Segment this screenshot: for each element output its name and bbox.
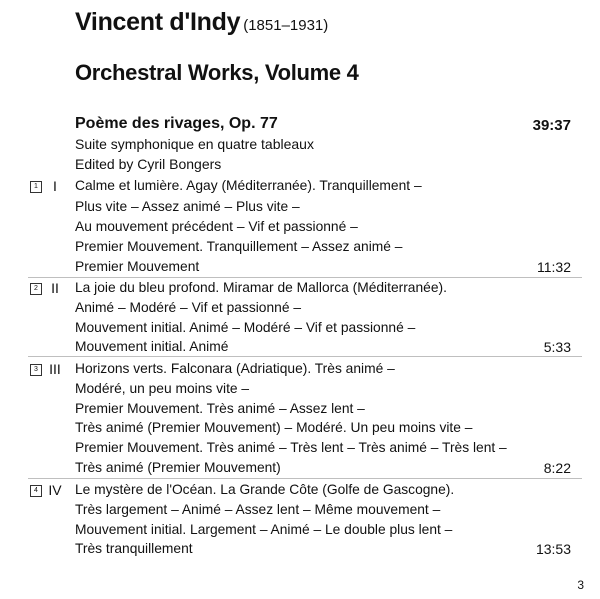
track-text-line: Mouvement initial. Animé (75, 339, 229, 354)
track-text-line: Calme et lumière. Agay (Méditerranée). Tranquillement – (75, 178, 422, 193)
work-title: Poème des rivages, Op. 77 (75, 115, 278, 132)
track-number-box: 2 (30, 283, 42, 295)
track-number-box: 3 (30, 364, 42, 376)
track-text-line: Au mouvement précédent – Vif et passionné – (75, 219, 358, 234)
track-number-box: 1 (30, 181, 42, 193)
track-number-box: 4 (30, 485, 42, 497)
track-divider (28, 356, 582, 357)
track-text-line: Plus vite – Assez animé – Plus vite – (75, 199, 300, 214)
composer-name: Vincent d'Indy (75, 8, 241, 36)
track-duration: 5:33 (543, 339, 571, 355)
track-duration: 13:53 (535, 541, 571, 557)
movement-numeral: II (51, 280, 59, 296)
composer-heading (75, 8, 328, 37)
composer-dates: (1851–1931) (243, 17, 329, 34)
track-text-line: Très largement – Animé – Assez lent – Même mouvement – (75, 502, 441, 517)
track-text-line: Premier Mouvement. Tranquillement – Assez animé – (75, 239, 403, 254)
track-text-line: Mouvement initial. Largement – Animé – Le double plus lent – (75, 522, 453, 537)
track-text-line: Le mystère de l'Océan. La Grande Côte (Golfe de Gascogne). (75, 482, 455, 497)
work-subtitle: Suite symphonique en quatre tableaux (75, 136, 314, 152)
work-duration: 39:37 (532, 117, 571, 134)
work-editor: Edited by Cyril Bongers (75, 156, 222, 172)
track-text-line: Premier Mouvement. Très animé – Assez lent – (75, 401, 365, 416)
track-divider (28, 277, 582, 278)
track-text-line: Très animé (Premier Mouvement) (75, 460, 281, 475)
track-text-line: Mouvement initial. Animé – Modéré – Vif et passionné – (75, 320, 416, 335)
track-text-line: Très animé (Premier Mouvement) – Modéré. Un peu moins vite – (75, 420, 473, 435)
track-duration: 11:32 (537, 259, 571, 275)
page-number: 3 (577, 578, 584, 592)
movement-numeral: IV (48, 482, 62, 498)
movement-numeral: I (53, 178, 57, 194)
track-text-line: Très tranquillement (75, 541, 193, 556)
track-duration: 8:22 (543, 460, 571, 476)
track-text-line: Horizons verts. Falconara (Adriatique). Très animé – (75, 361, 395, 376)
movement-numeral: III (49, 361, 61, 377)
track-text-line: Premier Mouvement. Très animé – Très lent – Très animé – Très lent – (75, 440, 507, 455)
track-text-line: Modéré, un peu moins vite – (75, 381, 250, 396)
track-text-line: Premier Mouvement (75, 259, 200, 274)
track-text-line: Animé – Modéré – Vif et passionné – (75, 300, 301, 315)
album-title: Orchestral Works, Volume 4 (75, 60, 359, 85)
track-text-line: La joie du bleu profond. Miramar de Mallorca (Méditerranée). (75, 280, 447, 295)
track-divider (28, 478, 582, 479)
